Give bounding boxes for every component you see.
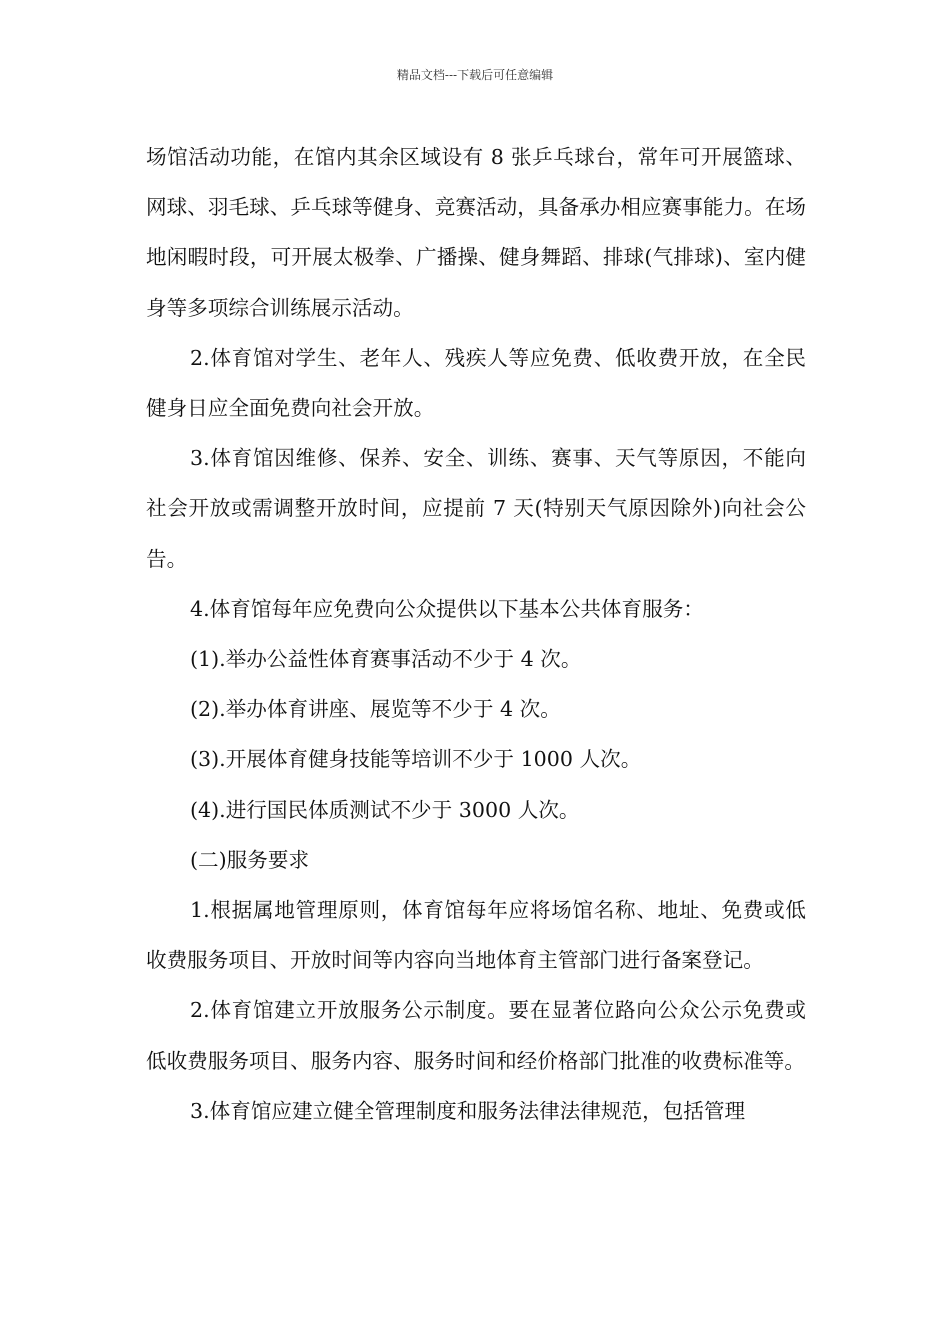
list-item: (4).进行国民体质测试不少于 3000 人次。 <box>190 797 580 822</box>
list-intro: 4.体育馆每年应免费向公众提供以下基本公共体育服务： <box>190 596 704 621</box>
document-body <box>146 132 806 1136</box>
section-heading: (二)服务要求 <box>190 847 310 872</box>
paragraph: 3.体育馆因维修、保养、安全、训练、赛事、天气等原因，不能向社会开放或需调整开放时间，应提前 7 天(特别天气原因除外)向社会公告。 <box>146 446 806 571</box>
list-item: (1).举办公益性体育赛事活动不少于 4 次。 <box>190 647 582 672</box>
list-item: (2).举办体育讲座、展览等不少于 4 次。 <box>190 697 561 722</box>
list-item: (3).开展体育健身技能等培训不少于 1000 人次。 <box>190 747 642 772</box>
page-header: 精品文档---下载后可任意编辑 <box>396 68 554 82</box>
paragraph: 2.体育馆建立开放服务公示制度。要在显著位路向公众公示免费或低收费服务项目、服务内容、服务时间和经价格部门批准的收费标准等。 <box>146 998 806 1073</box>
paragraph: 2.体育馆对学生、老年人、残疾人等应免费、低收费开放，在全民健身日应全面免费向社会开放。 <box>146 345 806 421</box>
paragraph: 场馆活动功能，在馆内其余区域设有 8 张乒乓球台，常年可开展篮球、网球、羽毛球、乒乓球等健身、竞赛活动，具备承办相应赛事能力。在场地闲暇时段，可开展太极拳、广播操、健身舞蹈、排球(气排球)、室内健身等多项综合训练展示活动。 <box>146 145 806 320</box>
paragraph: 1.根据属地管理原则，体育馆每年应将场馆名称、地址、免费或低收费服务项目、开放时间等内容向当地体育主管部门进行备案登记。 <box>146 898 806 973</box>
paragraph: 3.体育馆应建立健全管理制度和服务法律法律规范，包括管理 <box>190 1098 746 1123</box>
